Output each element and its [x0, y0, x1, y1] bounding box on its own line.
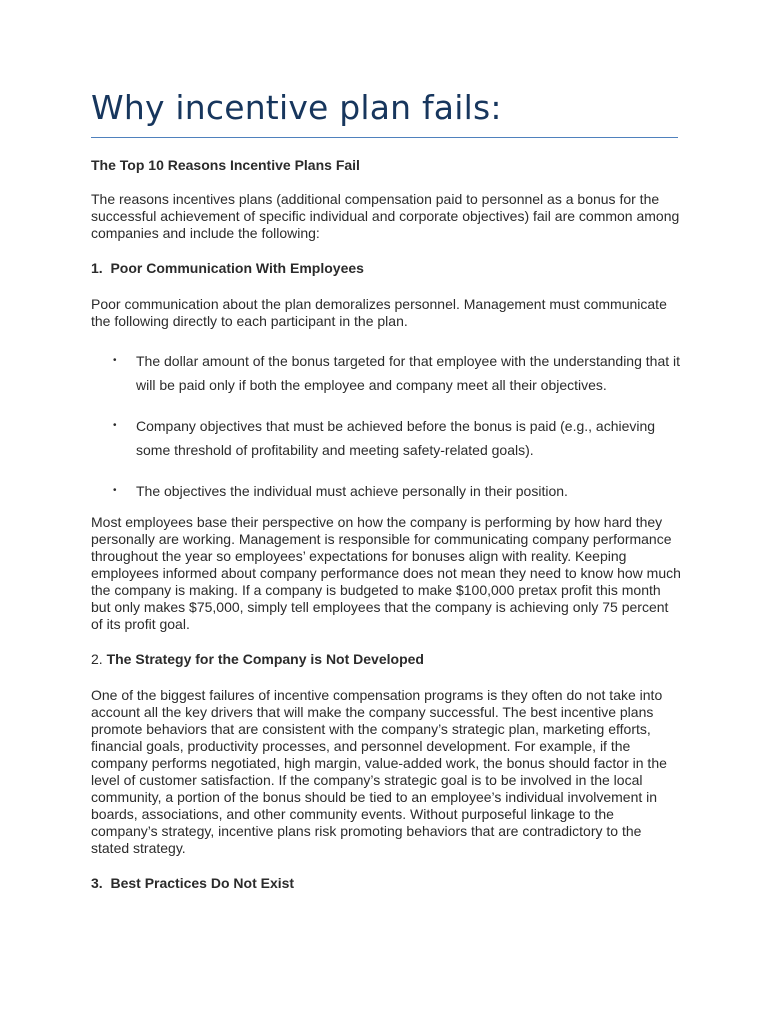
bullet-text: Company objectives that must be achieved before the bonus is paid (e.g., achieving some threshold of profitability and meeting safety-related goals). — [136, 418, 656, 458]
bullet-icon: • — [113, 485, 117, 496]
document-body — [91, 157, 681, 911]
section-2-number: 2. — [91, 651, 103, 667]
section-1-bullet-list — [91, 349, 681, 503]
bullet-icon: • — [113, 355, 117, 366]
section-2-title: The Strategy for the Company is Not Developed — [106, 651, 424, 667]
section-3-title: Best Practices Do Not Exist — [110, 875, 295, 891]
section-3-heading — [91, 875, 681, 892]
bullet-icon: • — [113, 420, 117, 431]
section-1-heading — [91, 260, 681, 277]
section-1-title: Poor Communication With Employees — [110, 260, 364, 276]
bullet-item — [91, 349, 681, 397]
section-1-number: 1. — [91, 260, 103, 276]
bullet-text: The objectives the individual must achieve personally in their position. — [136, 483, 568, 499]
title-underline — [91, 137, 678, 138]
section-2-heading — [91, 651, 681, 668]
section-1-followup-paragraph: Most employees base their perspective on how the company is performing by how hard they personally are working. Management is responsible for communicating company performance throughout the year so employees’ expectations for bonuses align with reality. Keeping employees informed about company performance does not mean they need to know how much the company is making. If a company is budgeted to make $100,000 pretax profit this month but only makes $75,000, simply tell employees that the company is achieving only 75 percent of its profit goal. — [91, 514, 681, 632]
document-title: Why incentive plan fails: — [91, 88, 502, 127]
section-1-paragraph: Poor communication about the plan demoralizes personnel. Management must communicate the following directly to each participant in the plan. — [91, 296, 667, 329]
section-2-paragraph: One of the biggest failures of incentive compensation programs is they often do not take into account all the key drivers that will make the company successful. The best incentive plans promote behaviors that are consistent with the company’s strategic plan, marketing efforts, financial goals, productivity processes, and personnel development. For example, if the company performs negotiated, high margin, value-added work, the bonus should factor in the level of customer satisfaction. If the company’s strategic goal is to be involved in the local community, a portion of the bonus should be tied to an employee’s individual involvement in boards, associations, and other community events. Without purposeful linkage to the company’s strategy, incentive plans risk promoting behaviors that are contradictory to the stated strategy. — [91, 687, 667, 856]
bullet-text: The dollar amount of the bonus targeted for that employee with the understanding that it will be paid only if both the employee and company meet all their objectives. — [136, 353, 681, 393]
subtitle: The Top 10 Reasons Incentive Plans Fail — [91, 157, 360, 173]
section-3-number: 3. — [91, 875, 103, 891]
bullet-item — [91, 479, 681, 503]
intro-paragraph: The reasons incentives plans (additional compensation paid to personnel as a bonus for the successful achievement of specific individual and corporate objectives) fail are common among companies and include the following: — [91, 191, 680, 241]
bullet-item — [91, 414, 681, 462]
